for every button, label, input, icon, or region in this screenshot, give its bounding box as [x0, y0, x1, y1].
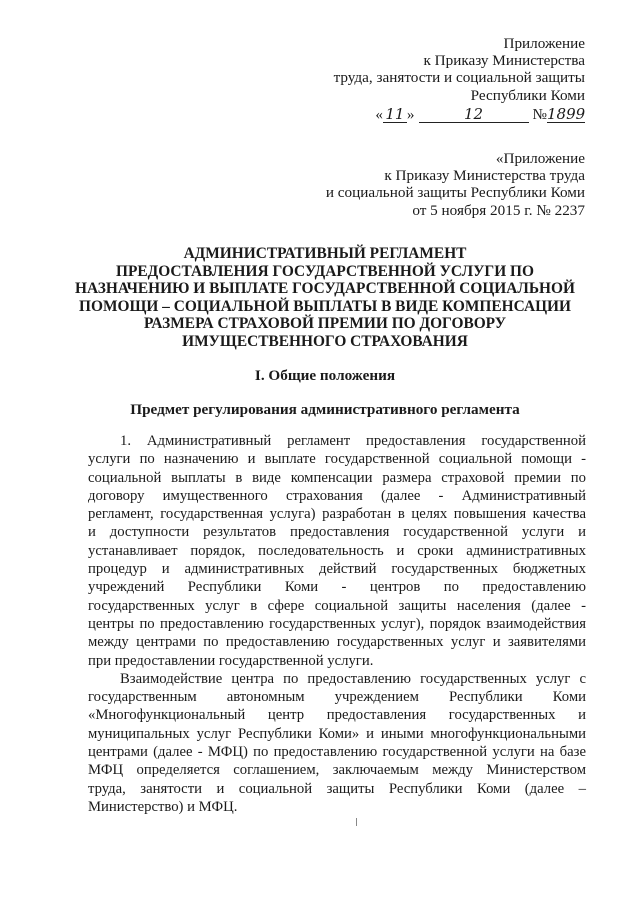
- prior-appendix-line: «Приложение: [495, 150, 585, 167]
- section-heading: I. Общие положения: [254, 367, 396, 384]
- prior-appendix-line: к Приказу Министерства труда: [384, 167, 585, 185]
- text-line: социальной выплаты в виде компенсации размера страховой премии по: [88, 469, 586, 486]
- text-line: договору имущественного страхования (далее - Административный: [88, 487, 586, 504]
- prior-appendix-line: и социальной защиты Республики Коми: [325, 184, 585, 202]
- handwritten-month: 12: [419, 107, 529, 123]
- appendix-line: Республики Коми: [470, 86, 585, 104]
- text-line: труда, занятости и социальной защиты Республики Коми (далее –: [88, 780, 586, 797]
- text-line: учреждений Республики Коми - центров по предоставлению: [88, 579, 586, 596]
- quote-close: »: [406, 105, 415, 123]
- text-line: государственным автономным учреждением Республики Коми: [88, 689, 586, 706]
- title-line: ПОМОЩИ – СОЦИАЛЬНОЙ ВЫПЛАТЫ В ВИДЕ КОМПЕНСАЦИИ: [79, 297, 571, 315]
- prior-appendix-reference: [326, 150, 585, 219]
- paragraph-2: [88, 670, 586, 816]
- appendix-header: [334, 35, 585, 123]
- text-line: Министерство) и МФЦ.: [88, 798, 238, 815]
- text-line: государственных услуг в сфере социальной защиты населения (далее -: [88, 597, 586, 614]
- appendix-line: к Приказу Министерства: [423, 52, 585, 70]
- handwritten-order-number: 1899: [547, 104, 586, 123]
- text-line: и доступности результатов предоставления государственной услуги и: [88, 524, 586, 541]
- text-line: центрами (далее - МФЦ) по предоставлению государственной услуги на базе: [88, 744, 586, 761]
- body-text: [88, 432, 586, 816]
- handwritten-day: 11: [383, 107, 407, 123]
- title-line: АДМИНИСТРАТИВНЫЙ РЕГЛАМЕНТ: [183, 245, 467, 262]
- text-line: регламент, государственная услуга) разработан в целях повышения качества: [88, 506, 586, 523]
- text-line: услуги по назначению и выплате государственной социальной помощи -: [88, 451, 586, 468]
- quote-open: «: [375, 105, 383, 123]
- text-line: 1. Административный регламент предоставления государственной: [120, 433, 586, 449]
- document-title: [55, 245, 595, 351]
- appendix-line: Приложение: [503, 35, 585, 52]
- text-line: МФЦ определяется соглашением, заключаемым между Министерством: [88, 762, 586, 779]
- title-line: РАЗМЕРА СТРАХОВОЙ ПРЕМИИ ПО ДОГОВОРУ: [144, 315, 506, 333]
- text-line: процедур и административных действий государственных бюджетных: [88, 561, 586, 578]
- text-line: при предоставлении государственной услуги.: [88, 652, 374, 669]
- text-line: муниципальных услуг Республики Коми» и иными многофункциональными: [88, 725, 586, 742]
- text-line: «Многофункциональный центр предоставления государственных и: [88, 707, 586, 724]
- text-line: устанавливает порядок, последовательность и сроки административных: [88, 542, 586, 559]
- text-line: Взаимодействие центра по предоставлению государственных услуг с: [120, 670, 586, 687]
- scan-mark: [356, 818, 357, 826]
- subsection-heading: Предмет регулирования административного регламента: [130, 401, 520, 418]
- title-line: ПРЕДОСТАВЛЕНИЯ ГОСУДАРСТВЕННОЙ УСЛУГИ ПО: [116, 262, 534, 280]
- order-reference-line: [334, 106, 585, 123]
- number-sign: №: [532, 105, 547, 123]
- title-line: ИМУЩЕСТВЕННОГО СТРАХОВАНИЯ: [182, 332, 468, 350]
- text-line: между центрами по предоставлению государственных услуг и заявителями: [88, 634, 586, 651]
- paragraph-1: [88, 432, 586, 670]
- prior-appendix-line: от 5 ноября 2015 г. № 2237: [412, 201, 585, 219]
- title-line: НАЗНАЧЕНИЮ И ВЫПЛАТЕ ГОСУДАРСТВЕННОЙ СОЦИАЛЬНОЙ: [75, 280, 575, 298]
- text-line: центры по предоставлению государственных услуг), порядок взаимодействия: [88, 615, 586, 632]
- appendix-line: труда, занятости и социальной защиты: [333, 69, 585, 87]
